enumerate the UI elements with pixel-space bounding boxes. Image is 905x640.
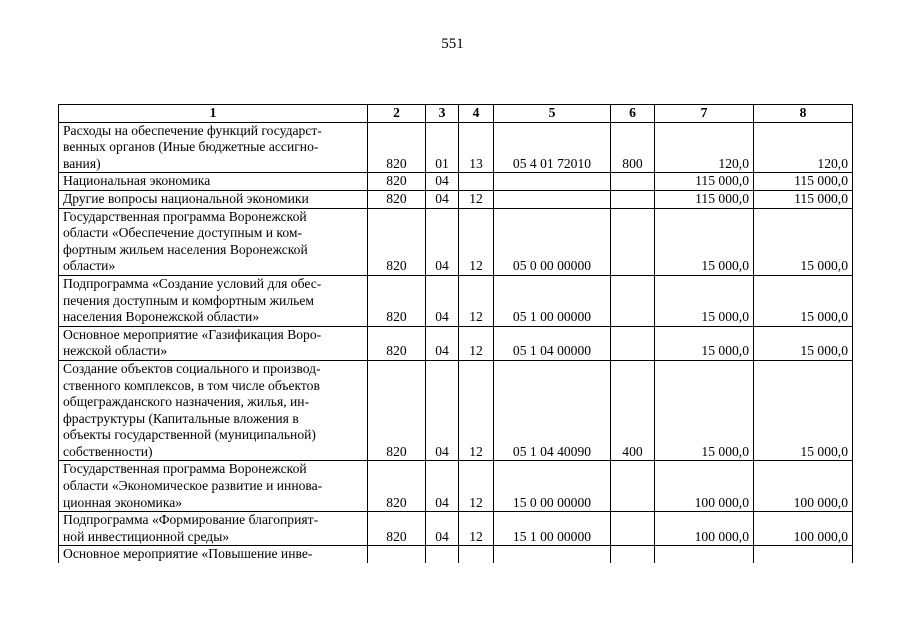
cell-expense-type	[611, 173, 655, 191]
column-header: 1	[59, 105, 368, 123]
cell-item-name: Основное мероприятие «Газификация Воро- нежской области»	[59, 326, 368, 360]
cell-section: 04	[426, 275, 459, 326]
cell-expense-type: 800	[611, 122, 655, 173]
cell-target-article	[494, 190, 611, 208]
cell-subsection: 12	[459, 360, 494, 461]
cell-expense-type	[611, 190, 655, 208]
table-row	[59, 360, 853, 461]
cell-amount-year2: 120,0	[754, 122, 853, 173]
cell-ministry-code: 820	[368, 360, 426, 461]
column-number-row	[59, 105, 853, 123]
cell-amount-year2: 115 000,0	[754, 173, 853, 191]
cell-amount-year2: 100 000,0	[754, 461, 853, 512]
cell-expense-type	[611, 512, 655, 546]
cell-section: 04	[426, 360, 459, 461]
cell-amount-year2: 15 000,0	[754, 275, 853, 326]
cell-ministry-code: 820	[368, 190, 426, 208]
cell-target-article: 05 0 00 00000	[494, 208, 611, 275]
cell-amount-year2: 100 000,0	[754, 512, 853, 546]
cell-expense-type	[611, 461, 655, 512]
cell-amount-year2: 15 000,0	[754, 360, 853, 461]
cell-amount-year1: 115 000,0	[655, 190, 754, 208]
cell-expense-type	[611, 326, 655, 360]
cell-item-name: Государственная программа Воронежской области «Экономическое развитие и иннова- ционная экономика»	[59, 461, 368, 512]
cell-section: 04	[426, 461, 459, 512]
cell-amount-year2: 15 000,0	[754, 326, 853, 360]
cell-section: 04	[426, 208, 459, 275]
column-header: 7	[655, 105, 754, 123]
table-row	[59, 173, 853, 191]
cell-subsection: 13	[459, 122, 494, 173]
cell-item-name: Подпрограмма «Формирование благоприят- ной инвестиционной среды»	[59, 512, 368, 546]
cell-item-name: Создание объектов социального и производ- ственного комплексов, в том числе объектов общегражданского назначения, жилья, ин- фраструктуры (Капитальные вложения в объекты государственной (муниципальной) собственности)	[59, 360, 368, 461]
cell-target-article: 05 1 04 00000	[494, 326, 611, 360]
cell-expense-type	[611, 208, 655, 275]
column-header: 8	[754, 105, 853, 123]
table-row	[59, 326, 853, 360]
cell-amount-year1	[655, 546, 754, 563]
cell-ministry-code: 820	[368, 122, 426, 173]
page-number: 551	[441, 36, 464, 52]
cell-item-name: Другие вопросы национальной экономики	[59, 190, 368, 208]
cell-target-article	[494, 546, 611, 563]
cell-amount-year1: 115 000,0	[655, 173, 754, 191]
cell-target-article: 15 0 00 00000	[494, 461, 611, 512]
cell-section: 04	[426, 512, 459, 546]
cell-subsection: 12	[459, 208, 494, 275]
column-header: 2	[368, 105, 426, 123]
table-row	[59, 190, 853, 208]
table-row	[59, 512, 853, 546]
cell-ministry-code: 820	[368, 512, 426, 546]
cell-section: 04	[426, 173, 459, 191]
cell-target-article: 05 1 04 40090	[494, 360, 611, 461]
cell-ministry-code: 820	[368, 326, 426, 360]
cell-subsection: 12	[459, 190, 494, 208]
table-row	[59, 275, 853, 326]
cell-item-name: Национальная экономика	[59, 173, 368, 191]
cell-section	[426, 546, 459, 563]
table-row	[59, 461, 853, 512]
cell-item-name: Государственная программа Воронежской области «Обеспечение доступным и ком- фортным жильем населения Воронежской области»	[59, 208, 368, 275]
cell-ministry-code: 820	[368, 173, 426, 191]
cell-amount-year1: 100 000,0	[655, 512, 754, 546]
cell-amount-year1: 15 000,0	[655, 326, 754, 360]
cell-subsection: 12	[459, 461, 494, 512]
cell-amount-year2: 115 000,0	[754, 190, 853, 208]
table-row	[59, 208, 853, 275]
cell-amount-year1: 15 000,0	[655, 360, 754, 461]
cell-target-article: 05 1 00 00000	[494, 275, 611, 326]
cell-ministry-code: 820	[368, 275, 426, 326]
cell-item-name: Основное мероприятие «Повышение инве-	[59, 546, 368, 563]
cell-expense-type	[611, 546, 655, 563]
cell-expense-type	[611, 275, 655, 326]
cell-amount-year2: 15 000,0	[754, 208, 853, 275]
cell-subsection: 12	[459, 512, 494, 546]
cell-ministry-code: 820	[368, 208, 426, 275]
cell-amount-year1: 15 000,0	[655, 275, 754, 326]
table-body	[59, 122, 853, 563]
cell-section: 04	[426, 326, 459, 360]
cell-section: 04	[426, 190, 459, 208]
cell-item-name: Расходы на обеспечение функций государст- венных органов (Иные бюджетные ассигно- вания)	[59, 122, 368, 173]
cell-item-name: Подпрограмма «Создание условий для обес- печения доступным и комфортным жильем населения Воронежской области»	[59, 275, 368, 326]
cell-subsection: 12	[459, 275, 494, 326]
cell-section: 01	[426, 122, 459, 173]
cell-target-article: 15 1 00 00000	[494, 512, 611, 546]
cell-amount-year1: 15 000,0	[655, 208, 754, 275]
cell-amount-year1: 100 000,0	[655, 461, 754, 512]
cell-subsection: 12	[459, 326, 494, 360]
cell-subsection	[459, 546, 494, 563]
column-header: 4	[459, 105, 494, 123]
cell-amount-year2	[754, 546, 853, 563]
cell-target-article	[494, 173, 611, 191]
column-header: 5	[494, 105, 611, 123]
cell-target-article: 05 4 01 72010	[494, 122, 611, 173]
cell-amount-year1: 120,0	[655, 122, 754, 173]
cell-ministry-code: 820	[368, 461, 426, 512]
cell-ministry-code	[368, 546, 426, 563]
cell-subsection	[459, 173, 494, 191]
column-header: 6	[611, 105, 655, 123]
cell-expense-type: 400	[611, 360, 655, 461]
budget-table	[58, 104, 853, 563]
column-header: 3	[426, 105, 459, 123]
table-row	[59, 546, 853, 563]
table-row	[59, 122, 853, 173]
